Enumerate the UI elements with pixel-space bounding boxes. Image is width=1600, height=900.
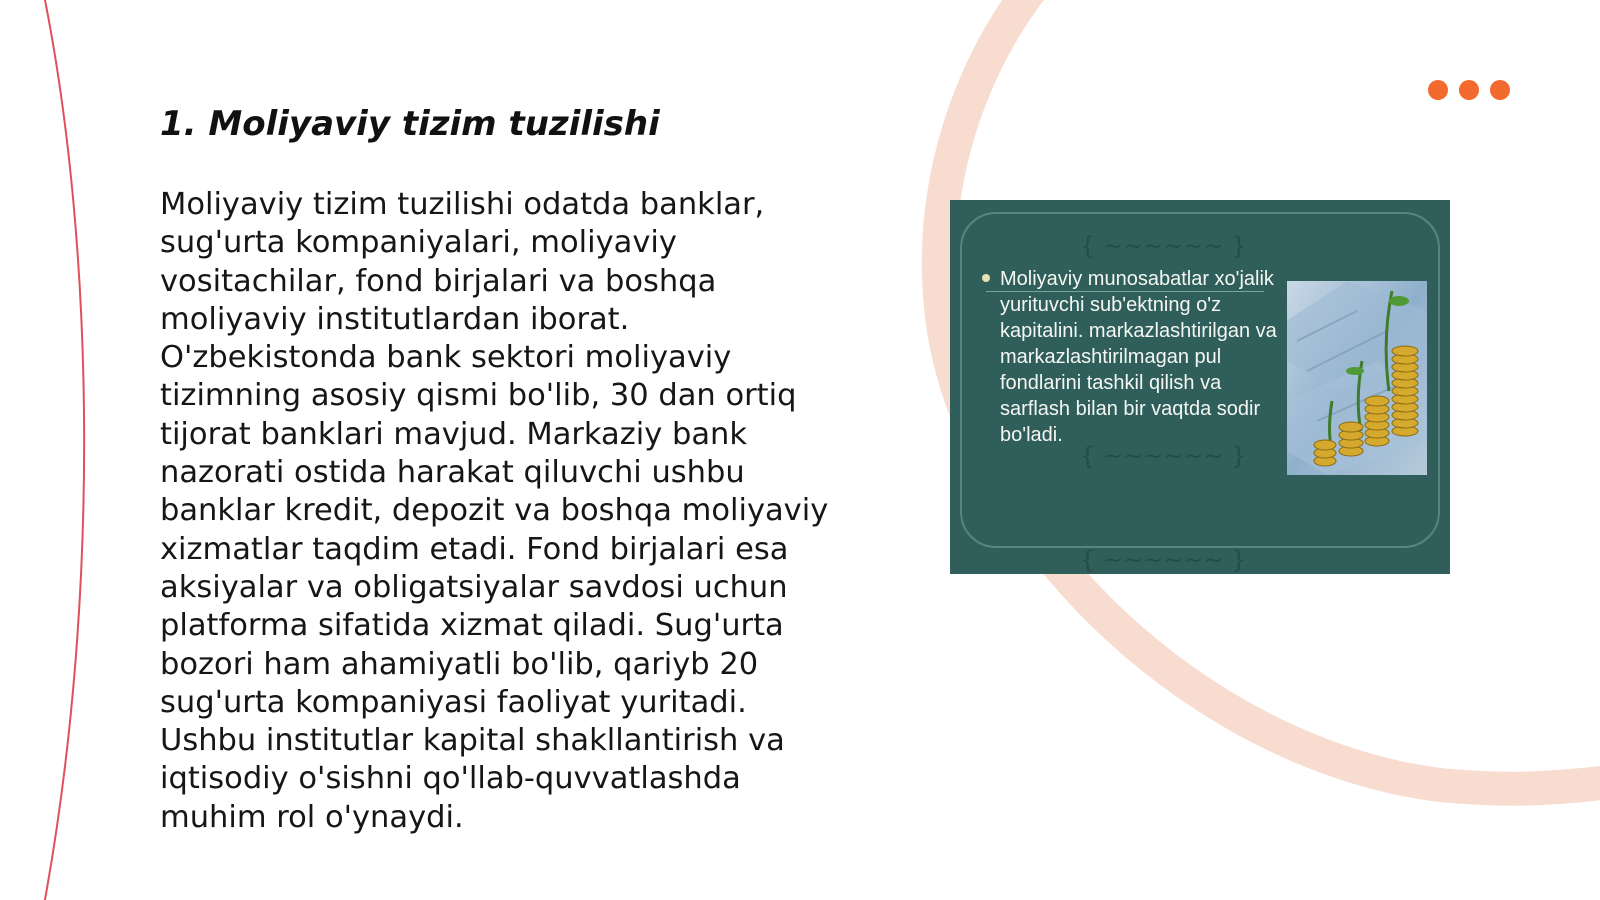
dot-1 [1428,80,1448,100]
slide-title: 1. Moliyaviy tizim tuzilishi [160,104,660,144]
dot-2 [1459,80,1479,100]
more-dots-icon [1428,80,1510,100]
picture-bullet-text: Moliyaviy munosabatlar xo'jalik yurituvchi sub'ektning o'z kapitalini. markazlashtirilgan va markazlashtirilmagan pul fondlarini tashkil qilish va sarflash bilan bir vaqtda sodir bo'ladi. [1000,268,1277,446]
picture-ghost-shape: { ~~~~~~ } [1080,546,1247,574]
coins-stack-icon [1287,281,1427,475]
decorative-left-curve [44,0,84,900]
bullet-icon [982,274,990,282]
slide-body-text: Moliyaviy tizim tuzilishi odatda banklar, sug'urta kompaniyalari, moliyaviy vositachilar, fond birjalari va boshqa moliyaviy institutlardan iborat. O'zbekistonda bank sektori moliyaviy tizimning asosiy qismi bo'lib, 30 dan ortiq tijorat banklari mavjud. Markaziy bank nazorati ostida harakat qiluvchi ushbu banklar kredit, depozit va boshqa moliyaviy xizmatlar taqdim etadi. Fond birjalari esa aksiyalar va obligatsiyalar savdosi uchun platforma sifatida xizmat qiladi. Sug'urta bozori ham ahamiyatli bo'lib, qariyb 20 sug'urta kompaniyasi faoliyat yuritadi. Ushbu institutlar kapital shakllantirish va iqtisodiy o'sishni qo'llab-quvvatlashda muhim rol o'ynaydi. [160,187,829,835]
picture-ghost-shape: { ~~~~~~ } [1080,232,1247,260]
embedded-picture [950,200,1450,574]
picture-ghost-shape: { ~~~~~~ } [1080,442,1247,470]
dot-3 [1490,80,1510,100]
